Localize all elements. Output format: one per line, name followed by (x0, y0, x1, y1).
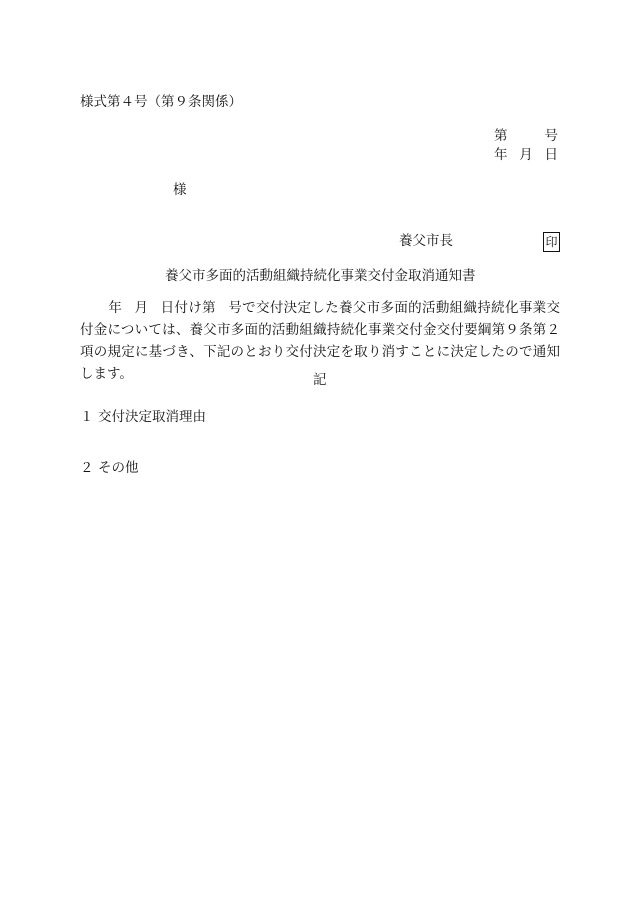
document-title: 養父市多面的活動組織持続化事業交付金取消通知書 (165, 268, 476, 284)
item-number: １ (80, 409, 94, 425)
date-month: 月 (519, 147, 533, 163)
body-month: 月 (134, 300, 149, 316)
item-label: 交付決定取消理由 (98, 409, 206, 425)
body-day-ref: 日付け第 (160, 300, 217, 316)
item-label: その他 (98, 460, 139, 476)
body-year: 年 (108, 300, 123, 316)
document-number (494, 130, 558, 144)
document-number-suffix: 号 (544, 128, 558, 144)
form-number: 様式第４号（第９条関係） (80, 94, 242, 110)
seal-box: 印 (543, 232, 560, 252)
list-item (80, 462, 139, 476)
body-continuation: 号で交付決定した養父市多面的活動組織持続化事業交付金については、養父市多面的活動組織持続化事業交付金交付要綱第９条第２項の規定に基づき、下記のとおり交付決定を取り消すことに決定したので通知します。 (80, 300, 561, 382)
item-number: ２ (80, 460, 94, 476)
date-day: 日 (544, 147, 558, 163)
ki-heading: 記 (313, 372, 327, 388)
document-number-prefix: 第 (494, 128, 508, 144)
addressee: 様 (173, 182, 187, 198)
issuer: 養父市長 (399, 233, 453, 249)
issue-date (494, 149, 558, 163)
list-item (80, 411, 206, 425)
date-year: 年 (494, 147, 508, 163)
